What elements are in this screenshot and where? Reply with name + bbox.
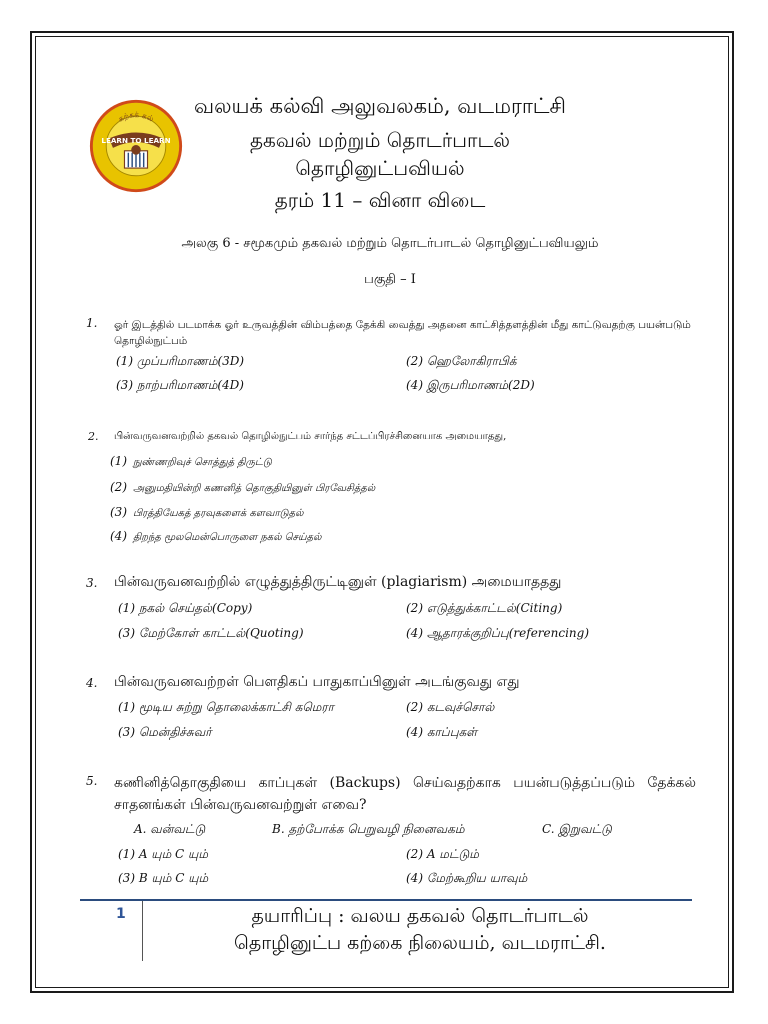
option-3: (3) மென்திச்சுவர் xyxy=(118,725,212,739)
question-number: 1. xyxy=(86,316,98,330)
option-4: (4) இருபரிமாணம்(2D) xyxy=(406,378,535,392)
question-text: பின்வருவனவற்றில் எழுத்துத்திருட்டினுள் (plagiarism) அமையாததது xyxy=(114,574,562,590)
question-text: ஓர் இடத்தில் படமாக்க ஓர் உருவத்தின் விம்பத்தை தேக்கி வைத்து அதனை காட்சித்தளத்தின் மீது காட்டுவதற்கு பயன்படும் தொழில்நுட்பம் xyxy=(114,319,691,347)
header-subject-line2: தொழினுட்பவியல் xyxy=(295,156,465,180)
option-4: (4) திறந்த மூலமென்பொருளை நகல் செய்தல் xyxy=(110,529,322,543)
option-4: (4) ஆதாரக்குறிப்பு(referencing) xyxy=(406,626,590,640)
page-number: 1 xyxy=(116,906,126,922)
sub-item-c: C. இறுவட்டு xyxy=(542,822,612,836)
option-3: (3) நாற்பரிமாணம்(4D) xyxy=(116,378,244,392)
option-1: (1) நுண்ணறிவுச் சொத்துத் திருட்டு xyxy=(110,454,272,468)
part-title: பகுதி – I xyxy=(364,272,416,287)
option-3: (3) பிரத்தியேகத் தரவுகளைக் களவாடுதல் xyxy=(110,505,304,519)
option-4: (4) காப்புகள் xyxy=(406,725,478,739)
question-text: கணினித்தொகுதியை காப்புகள் (Backups) செய்வதற்காக பயன்படுத்தப்படும் தேக்கல் சாதனங்கள் பின்வருவனவற்றுள் எவை? xyxy=(114,775,696,813)
option-3: (3) மேற்கோள் காட்டல்(Quoting) xyxy=(118,626,304,640)
option-2: (2) எடுத்துக்காட்டல்(Citing) xyxy=(406,601,563,615)
logo-top-text: கற்கக் கல் xyxy=(116,110,156,124)
question-number: 5. xyxy=(86,774,98,788)
sub-item-a: A. வன்வட்டு xyxy=(134,822,206,836)
question-text: பின்வருவனவற்றில் தகவல் தொழில்நுட்பம் சார்ந்த சட்டப்பிரச்சினையாக அமையாதது, xyxy=(114,431,507,442)
option-1: (1) மூடிய சுற்று தொலைக்காட்சி கமெரா xyxy=(118,700,334,714)
logo-ribbon-text: LEARN TO LEARN xyxy=(101,136,171,146)
header-office-name: வலயக் கல்வி அலுவலகம், வடமராட்சி xyxy=(194,94,566,118)
header-subject-line1: தகவல் மற்றும் தொடர்பாடல் xyxy=(249,128,511,152)
footer-divider xyxy=(80,899,692,901)
option-2: (2) A மட்டும் xyxy=(406,847,479,861)
sub-item-b: B. தற்போக்க பெறுவழி நினைவகம் xyxy=(272,822,465,836)
option-3: (3) B யும் C யும் xyxy=(118,871,209,885)
question-number: 2. xyxy=(88,430,99,443)
option-2: (2) ஹெலோகிராபிக் xyxy=(406,354,517,368)
option-4: (4) மேற்கூறிய யாவும் xyxy=(406,871,528,885)
footer-prepared-by: தயாரிப்பு : வலய தகவல் தொடர்பாடல் xyxy=(251,905,589,927)
unit-title: அலகு 6 - சமூகமும் தகவல் மற்றும் தொடர்பாடல் தொழினுட்பவியலும் xyxy=(181,236,599,251)
footer-institution: தொழினுட்ப கற்கை நிலையம், வடமராட்சி. xyxy=(234,932,606,954)
footer-vertical-divider xyxy=(142,901,143,961)
question-number: 3. xyxy=(86,576,98,590)
option-2: (2) கடவுச்சொல் xyxy=(406,700,495,714)
option-1: (1) முப்பரிமாணம்(3D) xyxy=(116,354,245,368)
option-1: (1) நகல் செய்தல்(Copy) xyxy=(118,601,253,615)
question-number: 4. xyxy=(86,676,98,690)
option-1: (1) A யும் C யும் xyxy=(118,847,208,861)
option-2: (2) அனுமதியின்றி கணனித் தொகுதியினுள் பிரவேசித்தல் xyxy=(110,480,376,494)
question-text: பின்வருவனவற்றள் பௌதிகப் பாதுகாப்பினுள் அடங்குவது எது xyxy=(114,674,520,690)
header-grade: தரம் 11 – வினா விடை xyxy=(274,188,486,212)
zonal-education-logo xyxy=(88,98,184,194)
